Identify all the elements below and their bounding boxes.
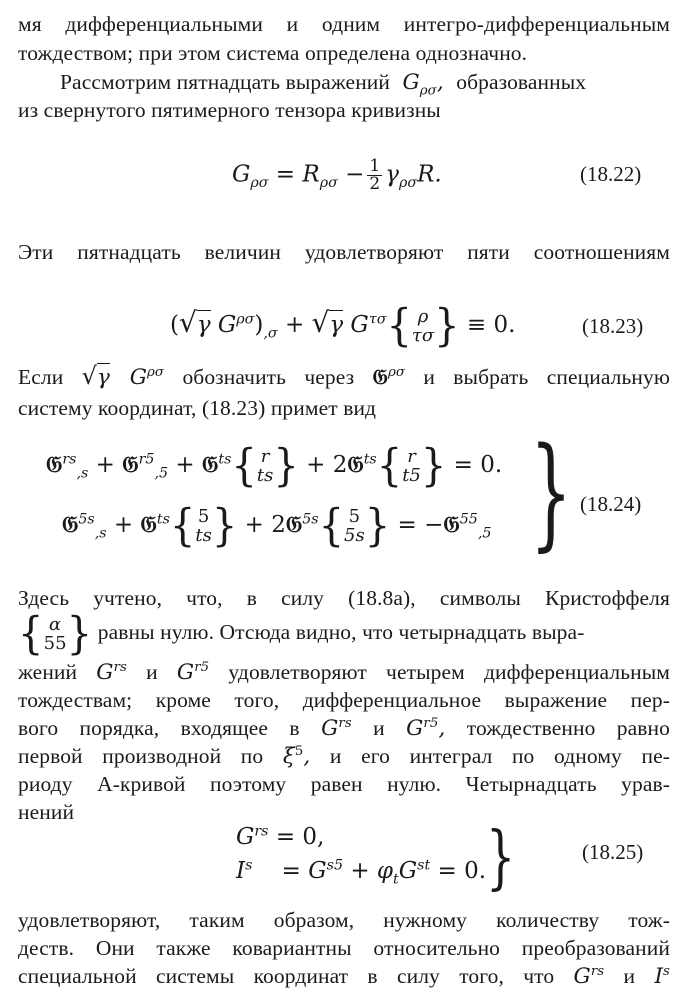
text-segment: специальной системы координат в силу того, что: [18, 964, 555, 988]
equals-zero: = 0.: [437, 858, 487, 884]
text-line-16: удовлетворяют, таким образом, нужному количеству тож-: [18, 908, 670, 932]
text-line-4: из свернутого пятимерного тензора кривизны: [18, 98, 441, 122]
text-line-7: систему координат, (18.23) примет вид: [18, 396, 377, 420]
text-line-12: [18, 714, 670, 743]
text-line-9: [18, 608, 670, 660]
math-xi-5: $\xi^5$,: [282, 743, 311, 769]
text-line-14: риоду А-кривой поэтому равен нулю. Четырнадцать урав-: [18, 772, 670, 796]
math-g-rs: $G^{rs}$: [321, 715, 352, 741]
text-segment: равны нулю. Отсюда видно, что четырнадцать выра-: [97, 620, 585, 644]
text-segment: и его интеграл по одному пе-: [329, 744, 670, 768]
equation-18-24-line-2: 𝔊$^{5s}_{,s}$ + 𝔊$^{ts}${ 5 ts } + 2𝔊$^{5s}${ 5 5s } = −𝔊$^{55}_{,5}$: [62, 500, 492, 552]
text-line-3: [18, 68, 670, 97]
text-segment: тождественно равно: [466, 716, 671, 740]
text-segment: Рассмотрим пятнадцать выражений: [60, 70, 391, 94]
fraction-denominator: 2: [369, 174, 381, 194]
text-segment: и выбрать специальную: [423, 365, 671, 389]
equation-number-18-24: (18.24): [580, 492, 642, 516]
right-brace: }: [530, 420, 572, 564]
text-segment: удовлетворяют четырем дифференциальным: [228, 660, 670, 684]
math-sqrt-gamma-g: √γ $G^{\rho\sigma}$: [81, 362, 165, 390]
christoffel-symbol: { ρ τσ }: [386, 300, 460, 352]
equation-number-18-22: (18.22): [580, 162, 642, 186]
math-i-s: $I^s$: [654, 963, 670, 989]
text-line-18: [18, 962, 670, 991]
text-line-15: нений: [18, 800, 75, 824]
math-g-r5: $G^{r5}$,: [406, 715, 446, 741]
fraction-numerator: 1: [369, 156, 381, 176]
text-segment: жений: [18, 660, 78, 684]
text-segment: и: [146, 660, 158, 684]
text-line-11: тождествам; кроме того, дифференциальное выражение пер-: [18, 688, 670, 712]
equation-18-25-line-1: $G^{rs} = 0$,: [236, 823, 325, 850]
text-segment: первой производной по: [18, 744, 264, 768]
equation-18-22: $G_{\rho\sigma} = R_{\rho\sigma}$ − $\frac{1}{2}$ $\gamma_{\rho\sigma}R$.: [232, 156, 442, 194]
math-g-rs: $G^{rs}$: [573, 963, 605, 989]
right-brace: }: [486, 816, 516, 897]
text-segment: образованных: [456, 70, 587, 94]
equation-18-23: (√γ $G^{\rho\sigma})_{,\sigma} + √\gamma$ $G^{\tau\sigma}${ ρ τσ } ≡ 0.: [170, 300, 516, 352]
text-line-13: [18, 742, 670, 771]
text-line-1: мя дифференциальными и одним интегро-дифференциальным: [18, 12, 670, 36]
math-g-rho-sigma: $G_{\rho\sigma}$,: [395, 70, 451, 99]
text-line-10: [18, 658, 670, 687]
equation-number-18-23: (18.23): [582, 314, 644, 338]
math-g-r5: $G^{r5}$: [176, 659, 210, 685]
equation-18-24-line-1: 𝔊$^{rs}_{,s}$ + 𝔊$^{r5}_{,5}$ + 𝔊$^{ts}${ r ts } + 2𝔊$^{ts}${ r t5 } = 0.: [46, 440, 503, 492]
equation-18-25-line-2: $I^s$ = $G^{s5} + \varphi_tG^{st} = 0$.: [236, 857, 487, 888]
christoffel-alpha-55: { α 55 }: [18, 608, 93, 660]
text-line-2: тождеством; при этом система определена однозначно.: [18, 41, 528, 65]
fraction-one-half: [367, 158, 382, 193]
text-line-17: деств. Они также ковариантны относительно преобразований: [18, 936, 670, 960]
text-line-6: [18, 362, 670, 392]
math-g-rs: $G^{rs}$: [96, 659, 127, 685]
text-segment: обозначить через: [182, 365, 355, 389]
text-line-8: Здесь учтено, что, в силу (18.8а), символы Кристоффеля: [18, 586, 670, 610]
text-segment: вого порядка, входящее в: [18, 716, 300, 740]
text-segment: Если: [18, 365, 64, 389]
text-line-5: Эти пятнадцать величин удовлетворяют пяти соотношениям: [18, 240, 670, 264]
text-segment: и: [373, 716, 385, 740]
equation-number-18-25: (18.25): [582, 840, 644, 864]
text-segment: и: [623, 964, 636, 988]
equals-zero: = 0.: [453, 452, 503, 478]
math-frak-g: 𝔊$^{\rho\sigma}$: [372, 364, 406, 390]
